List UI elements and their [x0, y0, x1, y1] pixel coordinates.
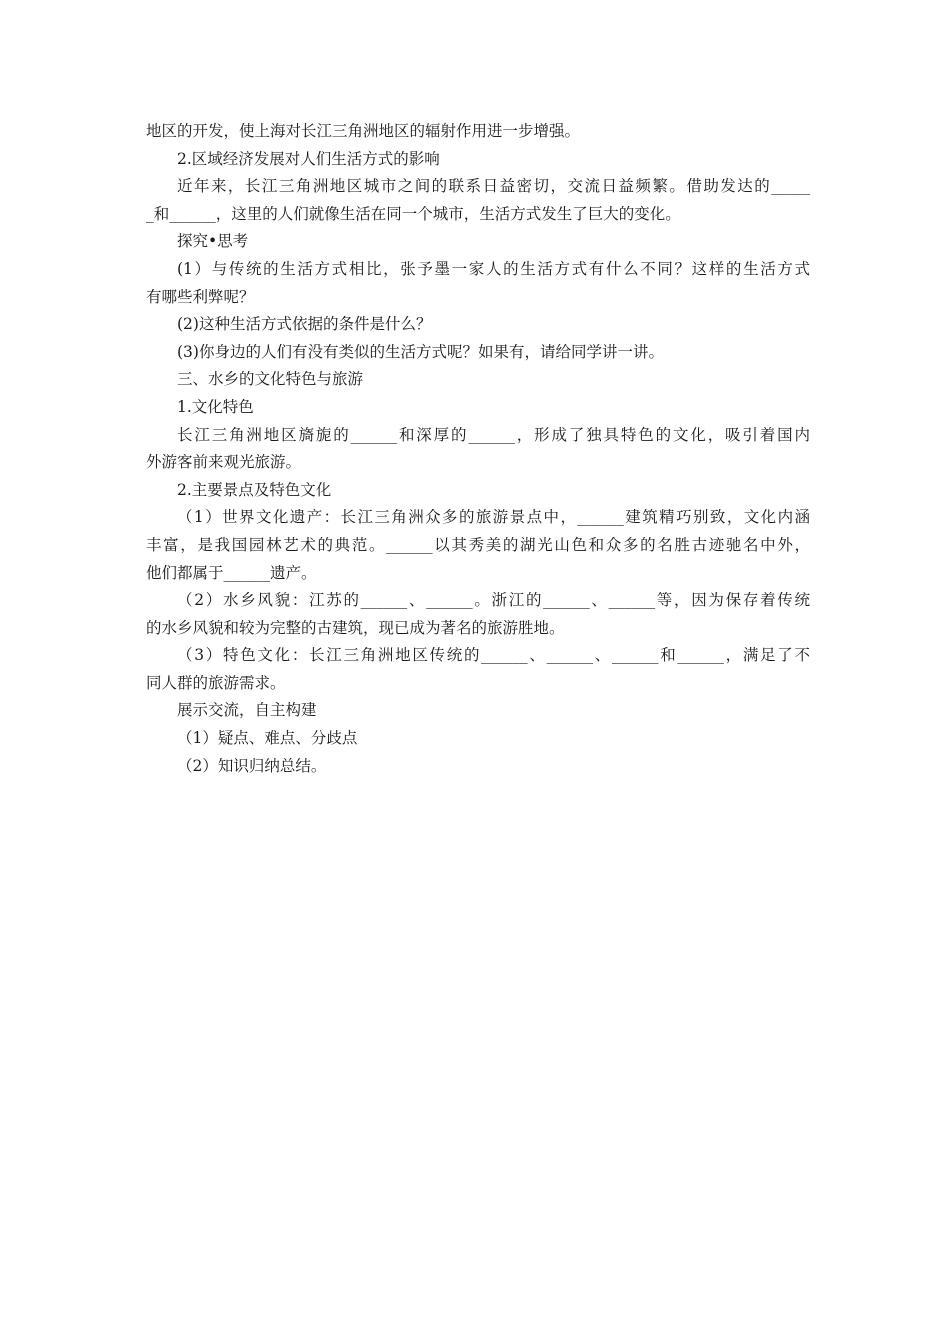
text-line: 探究•思考 — [177, 232, 249, 251]
text-line: 近年来，长江三角洲地区城市之间的联系日益密切，交流日益频繁。借助发达的_____ — [177, 177, 810, 196]
text-line: (2)这种生活方式依据的条件是什么？ — [177, 315, 432, 334]
text-line: （1）疑点、难点、分歧点 — [177, 729, 358, 748]
text-line: 外游客前来观光旅游。 — [146, 453, 302, 472]
document-body — [146, 118, 810, 780]
text-line: 长江三角洲地区旖旎的______和深厚的______，形成了独具特色的文化，吸引着国内 — [177, 425, 810, 444]
text-line: （2）知识归纳总结。 — [177, 756, 327, 775]
text-line: 2.主要景点及特色文化 — [177, 480, 332, 499]
text-line: 丰富，是我国园林艺术的典范。______以其秀美的湖光山色和众多的名胜古迹驰名中外， — [146, 535, 810, 554]
text-line: 地区的开发，使上海对长江三角洲地区的辐射作用进一步增强。 — [146, 122, 581, 140]
text-line: （3）特色文化：长江三角洲地区传统的______、______、______和______，满足了不 — [177, 646, 810, 665]
text-line: 2.区域经济发展对人们生活方式的影响 — [177, 149, 440, 168]
text-line: 展示交流，自主构建 — [177, 701, 317, 720]
text-line: 的水乡风貌和较为完整的古建筑，现已成为著名的旅游胜地。 — [146, 618, 565, 637]
text-line: (1）与传统的生活方式相比，张予墨一家人的生活方式有什么不同？这样的生活方式 — [177, 259, 810, 278]
text-line: _和______，这里的人们就像生活在同一个城市，生活方式发生了巨大的变化。 — [146, 204, 681, 223]
text-line: (3)你身边的人们有没有类似的生活方式呢？如果有，请给同学讲一讲。 — [177, 342, 664, 361]
text-line: 同人群的旅游需求。 — [146, 673, 286, 692]
text-line: （1）世界文化遗产：长江三角洲众多的旅游景点中，______建筑精巧别致，文化内涵 — [177, 508, 810, 527]
text-line: （2）水乡风貌：江苏的______、______。浙江的______、______等，因为保存着传统 — [177, 591, 810, 610]
text-line: 他们都属于______遗产。 — [146, 563, 317, 582]
text-line: 1.文化特色 — [177, 397, 254, 416]
text-line: 三、水乡的文化特色与旅游 — [177, 370, 364, 389]
text-line: 有哪些利弊呢？ — [146, 287, 255, 306]
